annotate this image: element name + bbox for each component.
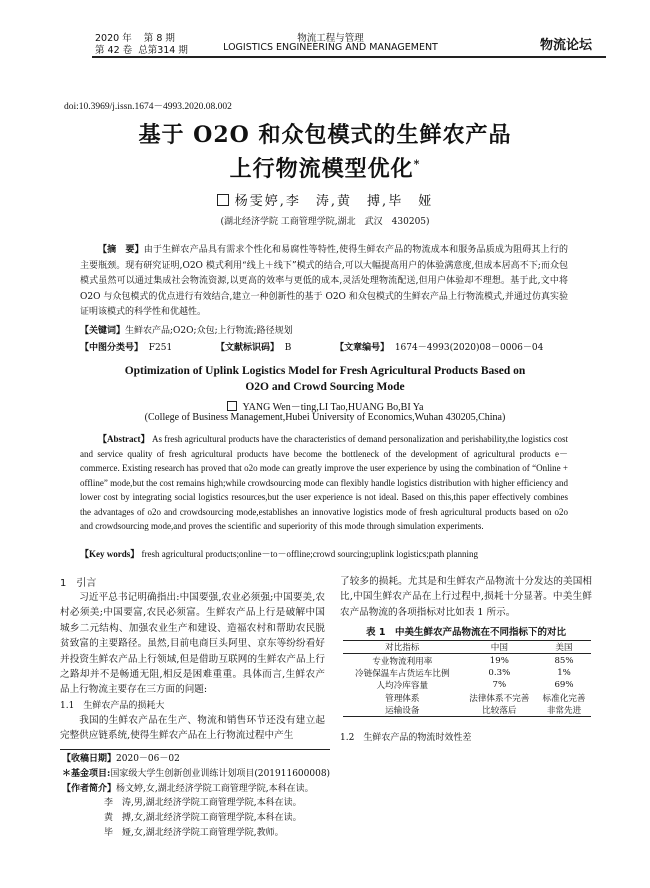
journal-name-cn: 物流工程与管理 (297, 33, 364, 44)
column-name: 物流论坛 (540, 38, 593, 53)
table-header: 中国 (462, 641, 537, 654)
paper-title-en-line1: Optimization of Uplink Logistics Model for Fresh Agricultural Products Based on (124, 365, 526, 377)
header-rule (92, 56, 606, 58)
header-year-issue: 2020 年 第 8 期 (95, 33, 175, 44)
header-volume: 第 42 卷 总第314 期 (95, 45, 188, 56)
classification-line: 【中图分类号】 F251 【文献标识码】 B 【文章编号】 1674－4993(2020)08－0006－04 (80, 343, 544, 353)
keywords-cn: 【关键词】生鲜农产品;O2O;众包;上行物流;路径规划 (80, 326, 293, 336)
footnote-rule (60, 749, 330, 750)
journal-name-en: LOGISTICS ENGINEERING AND MANAGEMENT (223, 42, 438, 53)
affiliation-cn: (湖北经济学院 工商管理学院,湖北 武汉 430205) (220, 217, 430, 227)
paper-title-en-line2: O2O and Crowd Sourcing Mode (245, 381, 405, 393)
table-row: 管理体系 法律体系不完善 标准化完善 (385, 693, 586, 704)
table-row: 专业物流利用率 19% 85% (372, 655, 574, 667)
author-bio: 李 涛,男,湖北经济学院工商管理学院,本科在读。 (104, 798, 302, 809)
keywords-en: 【Key words】 fresh agricultural products;online－to－offline;crowd sourcing;uplink logistics;path planning (80, 549, 479, 559)
subsection-heading: 1.2 生鲜农产品的物流时效性差 (340, 733, 472, 743)
authors-cn: 杨雯婷,李 涛,黄 搏,毕 娅 (60, 190, 590, 209)
square-icon (217, 194, 229, 206)
paper-title-line1: 基于 O2O 和众包模式的生鲜农产品 (138, 122, 512, 148)
doi: doi:10.3969/j.issn.1674－4993.2020.08.002 (64, 102, 232, 112)
authors-en: YANG Wen－ting,LI Tao,HUANG Bo,BI Ya (60, 398, 590, 413)
abstract-en: 【Abstract】 As fresh agricultural products have the characteristics of demand personalization and perishability,the logistics cost and service quality of fresh agricultural products have become the bottleneck of the development of agricultural products e－commerce. Existing research has proved that o2o mode can greatly improve the user experience by using the combination of “Online + offline” mode,but the cost remains high;while crowdsourcing mode can flexibly handle logistics distribution with higher efficiency and lower cost by integrating social logistics resources,but the user experience is not ideal. Based on this,this paper effectively combines the advantages of o2o and crowdsourcing mode,establishes an innovative logistics mode of fresh agricultural products based on o2o and crowdsourcing mode,and proves the scientific and superiority of this mode through simulation experiments. (80, 434, 568, 531)
body-paragraph: 我国的生鲜农产品在生产、物流和销售环节还没有建立起完整供应链系统,使得生鲜农产品在上行物流过程中产生 (60, 715, 325, 742)
table-row: 冷链保温车占货运车比例 0.3% 1% (355, 667, 571, 679)
table-row: 运输设备 比较落后 非常先进 (343, 704, 591, 717)
square-icon (227, 401, 237, 411)
table-header-row (343, 641, 591, 654)
subsection-heading: 1.1 生鲜农产品的损耗大 (60, 701, 165, 711)
table-header: 对比指标 (343, 641, 462, 654)
comparison-table (343, 640, 591, 717)
table-header: 美国 (537, 641, 591, 654)
fund-info: ＊基金项目:国家级大学生创新创业训练计划项目(201911600008) (62, 768, 331, 779)
abstract-cn-label: 【摘 要】 (98, 245, 144, 255)
table-caption: 表 1 中美生鲜农产品物流在不同指标下的对比 (366, 627, 566, 638)
author-bio: 黄 搏,女,湖北经济学院工商管理学院,本科在读。 (104, 813, 302, 824)
section-heading: 1 引言 (60, 578, 97, 589)
body-paragraph: 了较多的损耗。尤其是和生鲜农产品物流十分发达的美国相比,中国生鲜农产品在上行过程中,损耗十分显著。中美生鲜农产品物流的各项指标对比如表 1 所示。 (340, 576, 592, 618)
author-bio: 毕 娅,女,湖北经济学院工商管理学院,教师。 (104, 827, 284, 838)
received-date: 【收稿日期】2020－06－02 (62, 754, 180, 764)
author-bio: 【作者简介】杨文婷,女,湖北经济学院工商管理学院,本科在读。 (62, 783, 314, 794)
footnote (62, 752, 342, 841)
body-paragraph: 习近平总书记明确指出:中国要强,农业必须强;中国要美,农村必须美;中国要富,农民必须富。生鲜农产品上行是破解中国城乡二元结构、加强农业生产和建设、造福农村和帮助农民脱贫致富的主要路径。虽然,目前电商巨头阿里、京东等纷纷看好并投资生鲜农产品上行领域,但是借助互联网的生鲜农产品上行之路却并不是畅通无阻,相反是困难重重。具体而言,生鲜农产品上行物流主要存在三方面的问题: (60, 592, 325, 696)
table-row: 人均冷库容量 7% 69% (376, 680, 574, 692)
affiliation-en: (College of Business Management,Hubei University of Economics,Wuhan 430205,China) (144, 412, 506, 423)
abstract-cn: 【摘 要】由于生鲜农产品具有需求个性化和易腐性等特性,使得生鲜农产品的物流成本和服务品质成为阻碍其上行的主要瓶颈。现有研究证明,O2O 模式利用“线上＋线下”模式的结合,可以大幅提高用户的体验满意度,但成本居高不下;而众包模式虽然可以通过集成社会物流资源,以更高的效率与更低的成本,灵活处理物流配送,但用户体验却不理想。基于此,文中将 O2O 与众包模式的优点进行有效结合,建立一种创新性的基于 O2O 和众包模式的生鲜农产品上行物流模式,并通过仿真实验证明该模式的科学性和优越性。 (80, 245, 568, 318)
paper-title-line2: 上行物流模型优化* (229, 156, 421, 182)
fund-mark: * (413, 157, 421, 171)
